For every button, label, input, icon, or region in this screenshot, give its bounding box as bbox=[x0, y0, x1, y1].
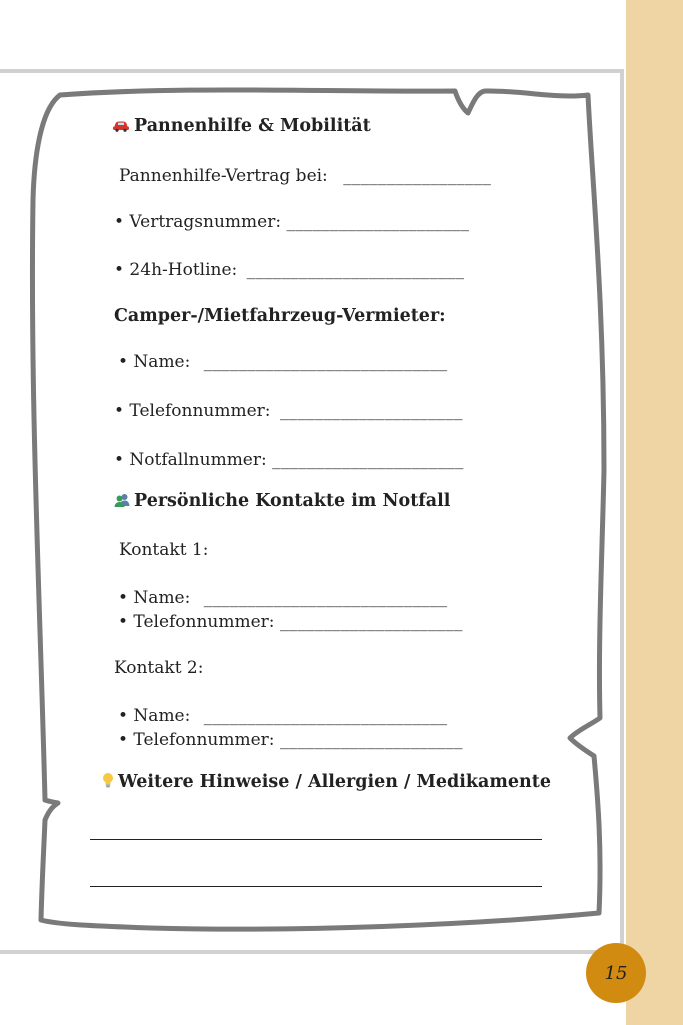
rental-emergency-row bbox=[114, 450, 464, 470]
contact2-phone-label: • Telefonnummer: bbox=[118, 730, 275, 750]
notes-line-1[interactable] bbox=[90, 839, 542, 840]
contract-number-label: • Vertragsnummer: bbox=[114, 212, 282, 232]
car-icon bbox=[112, 117, 130, 137]
contacts-heading bbox=[114, 491, 450, 512]
contact2-name-row bbox=[118, 706, 447, 726]
contact2-name-blank[interactable]: ____________________________ bbox=[203, 706, 448, 726]
right-accent-strip bbox=[626, 0, 683, 1025]
contact1-label: Kontakt 1: bbox=[119, 540, 209, 560]
rental-phone-row bbox=[114, 401, 463, 421]
notes-heading bbox=[102, 772, 551, 793]
contract-label: Pannenhilfe-Vertrag bei: bbox=[119, 166, 328, 186]
contact2-name-label: • Name: bbox=[118, 706, 191, 726]
page-number-badge bbox=[586, 943, 646, 1003]
rental-phone-label: • Telefonnummer: bbox=[114, 401, 271, 421]
contact1-phone-row bbox=[118, 612, 463, 632]
contact2-phone-blank[interactable]: _____________________ bbox=[279, 730, 463, 750]
notes-line-2[interactable] bbox=[90, 886, 542, 887]
breakdown-title: Pannenhilfe & Mobilität bbox=[134, 116, 371, 136]
contact1-phone-blank[interactable]: _____________________ bbox=[279, 612, 463, 632]
contact1-phone-label: • Telefonnummer: bbox=[118, 612, 275, 632]
rental-name-blank[interactable]: ____________________________ bbox=[203, 352, 448, 372]
contract-number-blank[interactable]: _____________________ bbox=[286, 212, 470, 232]
rental-name-row bbox=[118, 352, 447, 372]
breakdown-heading bbox=[112, 116, 371, 137]
contact2-label: Kontakt 2: bbox=[114, 658, 204, 678]
notes-title: Weitere Hinweise / Allergien / Medikamente bbox=[118, 772, 551, 792]
rental-phone-blank[interactable]: _____________________ bbox=[279, 401, 463, 421]
lightbulb-icon bbox=[102, 772, 114, 793]
rental-name-label: • Name: bbox=[118, 352, 191, 372]
contact1-name-row bbox=[118, 588, 447, 608]
hotline-label: • 24h-Hotline: bbox=[114, 260, 238, 280]
hotline-row bbox=[114, 260, 464, 280]
contract-number-row bbox=[114, 212, 469, 232]
rental-heading: Camper-/Mietfahrzeug-Vermieter: bbox=[114, 306, 446, 326]
rental-emergency-label: • Notfallnummer: bbox=[114, 450, 267, 470]
contact2-phone-row bbox=[118, 730, 463, 750]
rental-emergency-blank[interactable]: ______________________ bbox=[272, 450, 464, 470]
contact1-name-blank[interactable]: ____________________________ bbox=[203, 588, 448, 608]
contacts-title: Persönliche Kontakte im Notfall bbox=[134, 491, 451, 511]
form-content bbox=[112, 0, 582, 960]
contract-row bbox=[119, 166, 491, 186]
contract-blank[interactable]: _________________ bbox=[343, 166, 492, 186]
people-icon bbox=[114, 492, 130, 512]
page-number: 15 bbox=[604, 962, 628, 984]
hotline-blank[interactable]: _________________________ bbox=[246, 260, 465, 280]
contact1-name-label: • Name: bbox=[118, 588, 191, 608]
